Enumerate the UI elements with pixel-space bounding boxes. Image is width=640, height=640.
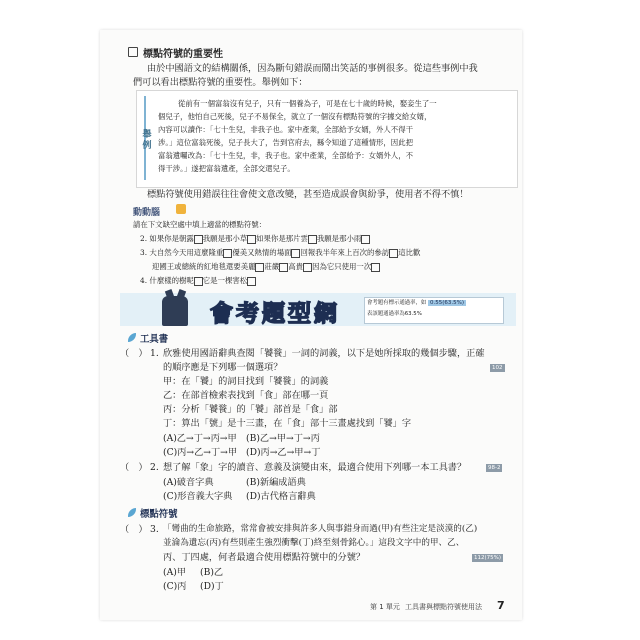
- blank-box[interactable]: [303, 263, 312, 272]
- blank-box[interactable]: [361, 235, 370, 244]
- q1-ref-badge: 102: [492, 365, 503, 371]
- stats-line-1: 會考題有標示通過率，如 0.55(63.5%): [367, 300, 465, 306]
- category-title-punctuation: 標點符號: [140, 509, 178, 520]
- leaf-icon: [128, 508, 136, 517]
- intro-line-2: 們可以看出標點符號的重要性。舉例如下：: [133, 77, 308, 88]
- q2-option-a[interactable]: (A)破音字典: [163, 477, 214, 488]
- activity-instruction: 請在下文缺空處中填上適當的標點符號：: [133, 220, 267, 229]
- footer-topic: 工具書與標點符號使用法: [405, 603, 482, 611]
- q3-ref-badge: 112(75%): [474, 555, 502, 561]
- q2-ref-badge: 98-2: [488, 465, 501, 471]
- q3-line-1: 「彎曲的生命旅路，常常會被安排與許多人與事錯身而過(甲)有些注定是淡漠的(乙): [163, 524, 478, 534]
- stats-line-2: 表該題通過率為63.5%: [367, 311, 422, 317]
- q3-line-3: 丙、丁四處，何者最適合使用標點符號中的分號？: [163, 552, 366, 563]
- intro-line-1: 由於中國語文的結構關係，因為斷句錯誤而鬧出笑話的事例很多。從這些事例中我: [147, 63, 478, 74]
- example-line-4: 涉。」這位富翁死後，兒子長大了，告到官府去，縣令知道了這種情形，因此把: [158, 138, 413, 147]
- example-line-5: 富翁遺囑改為：「七十生兒，非，我子也。家中產業，全部給予：女婿外人，不: [158, 151, 413, 160]
- example-line-6: 得干涉。」遂把富翁遺產，全部交還兒子。: [158, 164, 295, 173]
- q2-number: 2.: [150, 462, 159, 473]
- q2-option-c[interactable]: (C)形音義大字典: [163, 491, 233, 502]
- q2-option-b[interactable]: (B)新編成語典: [246, 477, 306, 488]
- activity-item-3: 3. 大自然今天用這麼隆重 優美又熱情的場面 回報我半年來上百次的參訪 這比歡: [140, 248, 421, 257]
- textbook-page: [100, 30, 522, 620]
- q3-line-2: 並淪為遺忘(丙)有些則產生強烈衝擊(丁)終至刻骨銘心。」這段文字中的甲、乙、: [163, 538, 465, 548]
- blank-box[interactable]: [194, 235, 203, 244]
- q1-bracket[interactable]: （ ）: [120, 348, 148, 359]
- q1-line-1: 欣雅使用國語辭典查閱「饕餮」一詞的詞義，以下是她所採取的幾個步驟，正確: [163, 348, 485, 359]
- footer-unit: 第 1 單元: [370, 603, 400, 611]
- example-line-1: 從前有一個富翁沒有兒子，只有一個養為子，可是在七十歲的時候，娶妾生了一: [178, 99, 437, 108]
- q1-step-yi: 乙：在部首檢索表找到「食」部在哪一頁: [163, 390, 329, 401]
- q3-option-b[interactable]: (B)乙: [200, 567, 224, 578]
- q1-line-2: 的順序應是下列哪一個選項？: [163, 362, 283, 373]
- blank-box[interactable]: [308, 235, 317, 244]
- q1-step-bing: 丙：分析「饕餮」的「饕」部首是「食」部: [163, 404, 338, 415]
- q3-option-c[interactable]: (C)丙: [163, 581, 187, 592]
- activity-item-2: 2. 如果你是朝露 我願是那小草 如果你是那片雲 我願是那小雨: [140, 233, 370, 245]
- q1-option-b[interactable]: (B)乙→甲→丁→丙: [246, 433, 320, 444]
- q1-step-ding: 丁：算出「號」是十三畫，在「食」部十三畫處找到「饕」字: [163, 418, 412, 429]
- example-label: 舉例: [142, 130, 152, 151]
- blank-box[interactable]: [223, 249, 232, 258]
- blank-box[interactable]: [279, 263, 288, 272]
- q1-step-jia: 甲：在「饕」的詞目找到「饕餮」的詞義: [163, 376, 329, 387]
- example-line-3: 內容可以讀作：「七十生兒，非我子也。家中產業，全部給予女婿，外人不得干: [158, 125, 413, 134]
- conclusion-text: 標點符號使用錯誤往往會使文意改變，甚至造成誤會與紛爭，使用者不得不慎！: [147, 189, 469, 200]
- banner-title: 會考題型網: [210, 301, 340, 327]
- section-title: 標點符號的重要性: [143, 49, 223, 60]
- q3-number: 3.: [150, 524, 159, 535]
- example-line-2: 個兒子，他怕自己死後，兒子不易保全，就立了一個沒有標點符號的字據交給女婿，: [158, 112, 432, 121]
- blank-box[interactable]: [389, 249, 398, 258]
- q1-option-a[interactable]: (A)乙→丁→丙→甲: [163, 433, 237, 444]
- q2-option-d[interactable]: (D)古代格言辭典: [246, 491, 316, 502]
- q2-bracket[interactable]: （ ）: [120, 462, 148, 473]
- activity-item-3-cont: 迎國王或總統的紅地毯還要美麗 莊嚴 高貴 因為它只使用一次: [152, 261, 380, 273]
- section-icon: [128, 47, 138, 57]
- q1-number: 1.: [150, 348, 159, 359]
- blank-box[interactable]: [247, 277, 256, 286]
- brain-icon: [176, 204, 186, 214]
- activity-badge: 動動腦: [133, 208, 161, 218]
- q1-option-c[interactable]: (C)丙→乙→丁→甲: [163, 447, 238, 458]
- category-title-tools: 工具書: [140, 334, 169, 345]
- q2-line-1: 想了解「象」字的讀音、意義及演變由來，最適合使用下列哪一本工具書？: [163, 462, 467, 473]
- blank-box[interactable]: [194, 277, 203, 286]
- q3-option-a[interactable]: (A)甲: [163, 567, 186, 578]
- cat-illustration: [162, 296, 188, 326]
- q3-bracket[interactable]: （ ）: [120, 524, 148, 535]
- leaf-icon: [128, 333, 136, 342]
- activity-item-4: 4. 什麼樣的樹呢 它是一棵害松: [140, 275, 256, 287]
- q1-option-d[interactable]: (D)丙→乙→甲→丁: [246, 447, 321, 458]
- page-number: 7: [497, 599, 505, 612]
- blank-box[interactable]: [371, 263, 380, 272]
- blank-box[interactable]: [247, 235, 256, 244]
- q3-option-d[interactable]: (D)丁: [200, 581, 224, 592]
